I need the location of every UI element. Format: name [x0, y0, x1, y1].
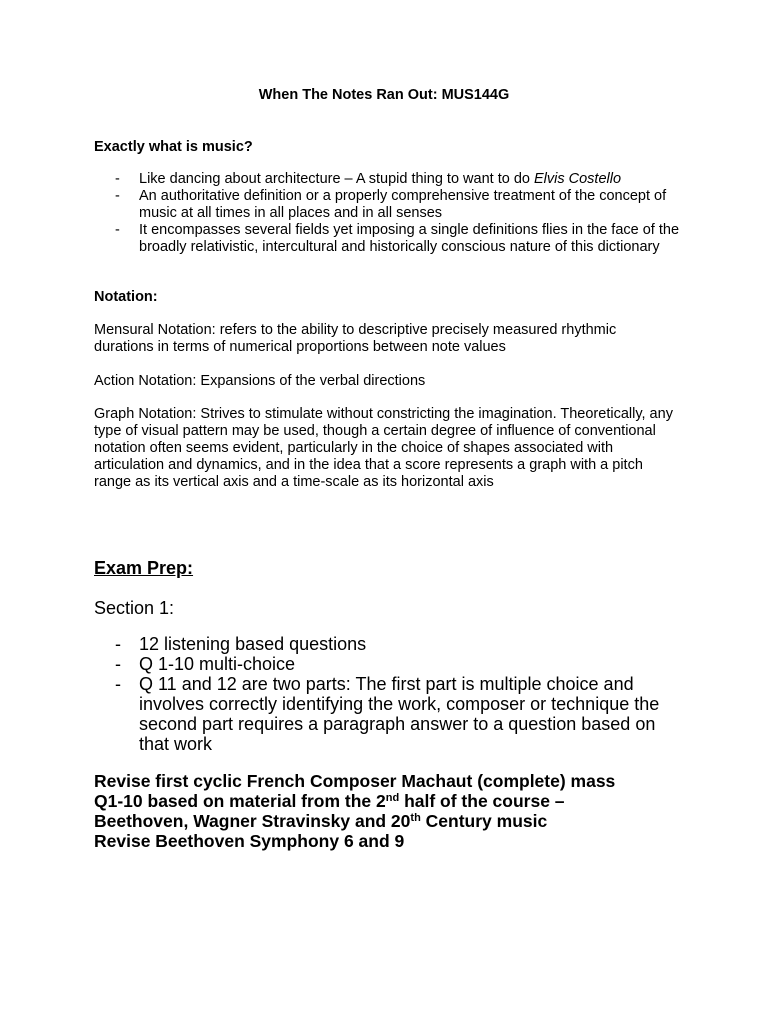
list-item — [94, 654, 674, 674]
list-item — [94, 222, 694, 256]
exam-prep-heading: Exam Prep: — [94, 558, 194, 578]
music-definition-list — [94, 171, 694, 256]
revise-text: Century music — [420, 811, 548, 831]
attribution: Elvis Costello — [534, 171, 622, 187]
section-label: Section 1: — [94, 598, 175, 618]
ordinal-suffix: nd — [385, 792, 400, 804]
revise-line-beethoven: Revise Beethoven Symphony 6 and 9 — [94, 831, 405, 851]
revise-line-machaut: Revise first cyclic French Composer Machaut (complete) mass — [94, 771, 616, 791]
mensural-notation-paragraph: Mensural Notation: refers to the ability to descriptive precisely measured rhythmic durations in terms of numerical proportions between note values — [94, 322, 617, 355]
dash-bullet: - — [115, 171, 120, 187]
dash-bullet: - — [115, 222, 120, 238]
list-item — [94, 674, 674, 754]
list-item-text: It encompasses several fields yet imposing a single definitions flies in the face of the broadly relativistic, intercultural and historically conscious nature of this dictionary — [139, 222, 680, 255]
revise-text: half of the course – — [399, 791, 565, 811]
revise-text: Beethoven, Wagner Stravinsky and 20 — [94, 811, 411, 831]
list-item-text: Q 1-10 multi-choice — [139, 654, 296, 674]
list-item-text: 12 listening based questions — [139, 634, 367, 654]
music-question-heading: Exactly what is music? — [94, 139, 253, 155]
list-item-text: Like dancing about architecture – A stupid thing to want to do — [139, 171, 534, 187]
revise-text: Q1-10 based on material from the 2 — [94, 791, 386, 811]
dash-bullet: - — [115, 188, 120, 204]
dash-bullet: - — [115, 634, 121, 654]
list-item — [94, 171, 694, 188]
notation-heading: Notation: — [94, 289, 158, 305]
graph-notation-paragraph: Graph Notation: Strives to stimulate without constricting the imagination. Theoretically, any type of visual pattern may be used, though a certain degree of influence of conventional notation often seems evident, particularly in the choice of shapes associated with articulation and dynamics, and in the idea that a score represents a graph with a pitch range as its vertical axis and a time-scale as its horizontal axis — [94, 406, 673, 490]
exam-prep-list — [94, 634, 674, 754]
list-item-text: An authoritative definition or a properly comprehensive treatment of the concept of music at all times in all places and in all senses — [139, 188, 667, 221]
action-notation-paragraph: Action Notation: Expansions of the verbal directions — [94, 373, 426, 389]
revision-notes — [94, 771, 694, 851]
revise-line-composers — [94, 811, 694, 831]
dash-bullet: - — [115, 654, 121, 674]
dash-bullet: - — [115, 674, 121, 694]
ordinal-suffix: th — [410, 812, 421, 824]
document-title: When The Notes Ran Out: MUS144G — [258, 87, 510, 103]
list-item-text: Q 11 and 12 are two parts: The first part is multiple choice and involves correctly identifying the work, composer or technique the second part requires a paragraph answer to a question based on that work — [139, 674, 660, 754]
list-item — [94, 188, 694, 222]
revise-line-second-half — [94, 791, 694, 811]
list-item — [94, 634, 674, 654]
